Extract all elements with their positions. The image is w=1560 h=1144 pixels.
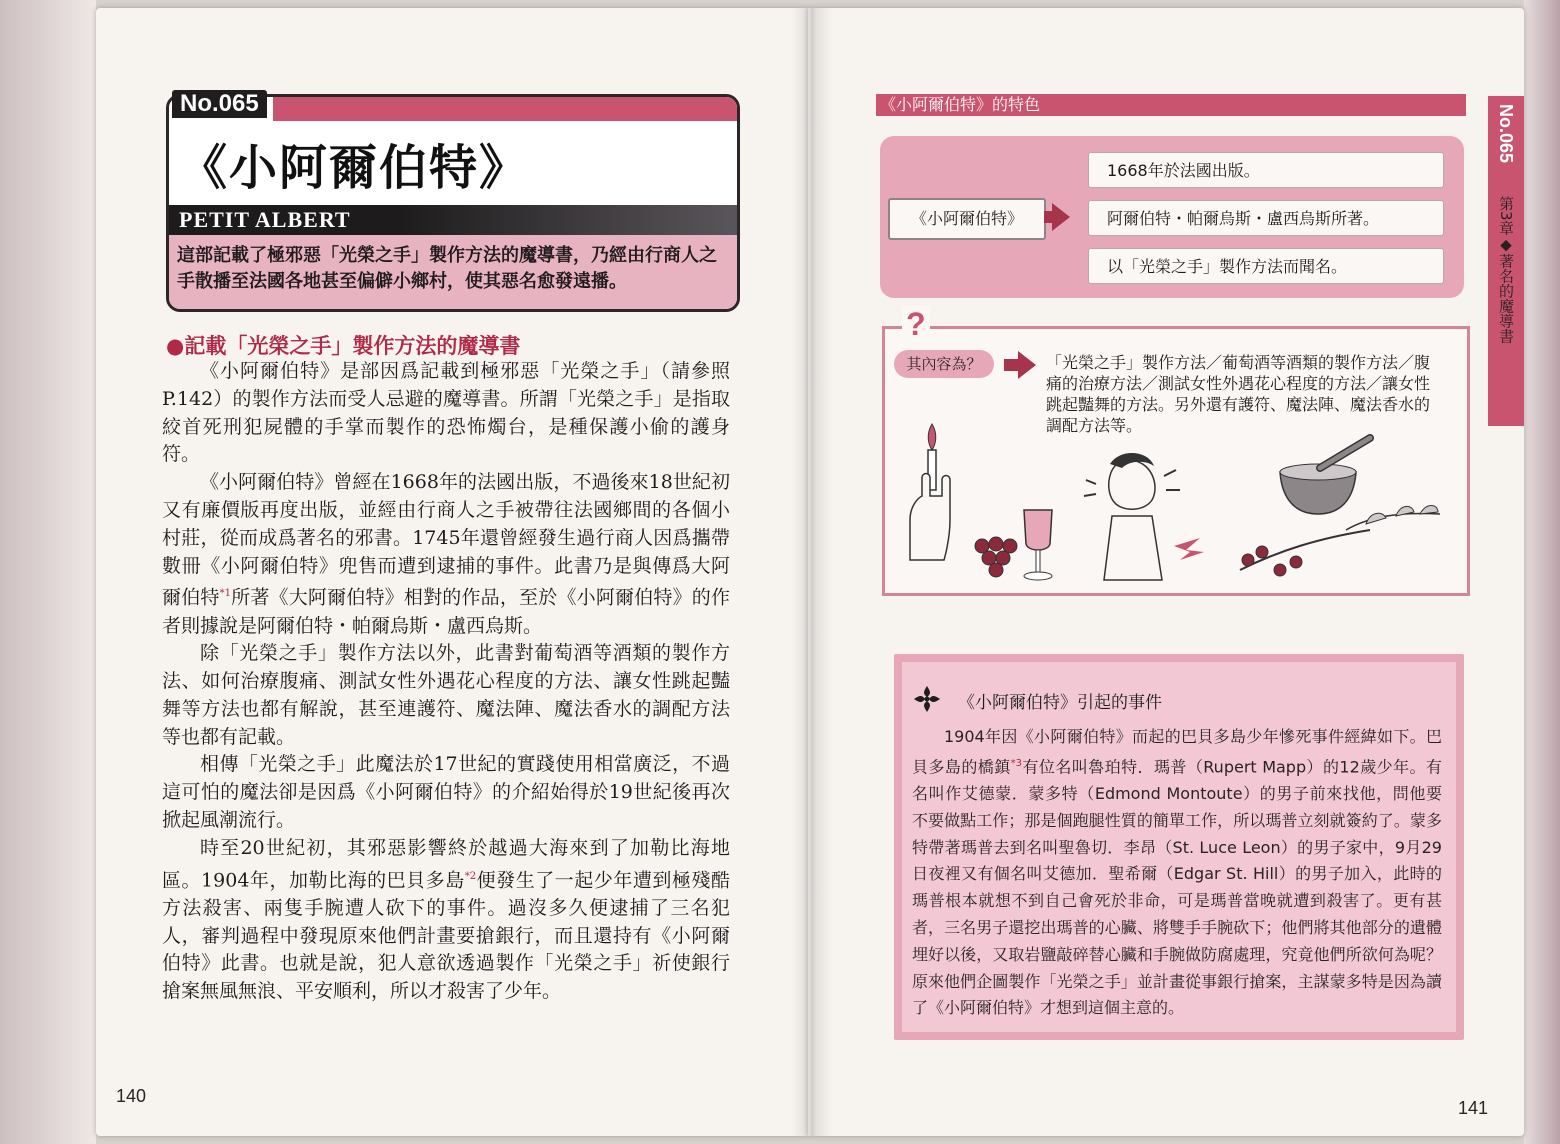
footnote-marker: *3	[1010, 757, 1023, 769]
paragraph: 除「光榮之手」製作方法以外，此書對葡萄酒等酒類的製作方法、如何治療腹痛、測試女性外遇花心程度的方法、讓女性跳起豔舞等方法也都有解說，甚至連護符、魔法陣、魔法香水的調配方法等也都有記載。	[162, 642, 730, 748]
flower-ornament-icon	[912, 684, 942, 714]
side-tab	[1488, 96, 1524, 426]
body-text	[162, 358, 730, 1006]
paragraph: 《小阿爾伯特》是部因爲記載到極邪惡「光榮之手」（請參照P.142）的製作方法而受人忌避的魔導書。所謂「光榮之手」是指取絞首死刑犯屍體的手掌而製作的恐怖燭台，是種保護小偷的護身符。	[162, 360, 730, 466]
question-mark-icon: ?	[902, 306, 930, 343]
page-title: 《小阿爾伯特》	[179, 140, 530, 196]
side-tab-number: No.065	[1496, 104, 1516, 164]
title-stripe	[273, 97, 737, 121]
hand-of-glory-icon	[910, 424, 950, 560]
arrow-right-icon	[1052, 203, 1070, 231]
paragraph: 時至20世紀初，其邪惡影響終於越過大海來到了加勒比海地區。1904年，加勒比海的巴貝多島$^{*2}$便發生了一起少年遭到極殘酷方法殺害、兩隻手腕遭人砍下的事件。過沒多久便逮捕了三名犯人，審判過程中發現原來他們計畫要搶銀行，而且還持有《小阿爾伯特》此書。也就是說，犯人意欲透過製作「光榮之手」祈使銀行搶案無風無浪、平安順利，所以才殺害了少年。	[162, 836, 730, 1003]
wine-glass-icon	[1024, 510, 1052, 580]
summary-text: 這部記載了極邪惡「光榮之手」製作方法的魔導書，乃經由行商人之手散播至法國各地甚至偏僻小鄉村，使其惡名愈發遠播。	[177, 245, 717, 292]
section-heading: ●記載「光榮之手」製作方法的魔導書	[166, 334, 521, 358]
book-gutter	[792, 8, 832, 1136]
subtitle-band	[169, 205, 737, 235]
footnote-marker: *1	[219, 588, 231, 600]
mortar-and-pestle-icon	[1280, 438, 1370, 514]
question-label: 其內容為？	[894, 350, 994, 378]
arrow-right-icon	[1018, 351, 1036, 379]
page-subtitle: PETIT ALBERT	[179, 207, 351, 232]
summary-band	[169, 235, 737, 309]
side-tab-chapter: 第3章◆著名的魔導書	[1497, 196, 1515, 344]
feature-item: 阿爾伯特・帕爾烏斯・盧西烏斯所著。	[1088, 200, 1444, 236]
title-box	[166, 94, 740, 312]
book-edge-left	[0, 0, 96, 1144]
illustrations	[900, 420, 1450, 590]
herbs-icon	[1240, 506, 1440, 577]
man-with-stomachache-icon	[1084, 453, 1204, 580]
paragraph: 《小阿爾伯特》曾經在1668年的法國出版，不過後來18世紀初又有廉價版再度出版，並經由行商人之手被帶往法國鄉間的各個小村莊，從而成爲著名的邪書。1745年還曾經發生過行商人因爲攜帶數冊《小阿爾伯特》兜售而遭到逮捕的事件。此書乃是與傳爲大阿爾伯特$^{*1}$所著《大阿爾伯特》相對的作品，至於《小阿爾伯特》的作者則據說是阿爾伯特・帕爾烏斯・盧西烏斯。	[162, 471, 730, 637]
feature-item: 1668年於法國出版。	[1088, 152, 1444, 188]
feature-heading-bar: 《小阿爾伯特》的特色	[876, 94, 1466, 116]
story-text: 1904年因《小阿爾伯特》而起的巴貝多島少年慘死事件經緯如下。巴貝多島的橋鎮$^{*3}$有位名叫魯珀特．瑪普（Rupert Mapp）的12歲少年。有名叫作艾德蒙．蒙多特（Edmond Montoute）的男子前來找他，問他要不要做點工作；那是個跑腿性質的簡單工作，所以瑪普立刻就簽約了。蒙多特帶著瑪普去到名叫聖魯切．李昂（St. Luce Leon）的男子家中，9月29日夜裡又有個名叫艾德加．聖希爾（Edgar St. Hill）的男子加入，此時的瑪普根本就想不到自己會死於非命，可是瑪普當晚就遭到殺害了。更有甚者，三名男子還挖出瑪普的心臟、將雙手手腕砍下；他們將其他部分的遺體埋好以後，又取岩鹽敲碎替心臟和手腕做防腐處理，究竟他們所欲何為呢？原來他們企圖製作「光榮之手」並計畫從事銀行搶案，主謀蒙多特是因為讀了《小阿爾伯特》才想到這個主意的。	[912, 727, 1442, 1018]
page-number-left: 140	[116, 1086, 147, 1106]
book-tag: 《小阿爾伯特》	[888, 198, 1046, 240]
contents-text: 「光榮之手」製作方法／葡萄酒等酒類的製作方法／腹痛的治療方法／測試女性外遇花心程度的方法／讓女性跳起豔舞的方法。另外還有護符、魔法陣、魔法香水的調配方法等。	[1046, 353, 1431, 435]
book-edge-right	[1524, 0, 1560, 1144]
entry-number-tab: No.065	[172, 90, 267, 118]
story-title: 《小阿爾伯特》引起的事件	[958, 693, 1162, 713]
footnote-marker: *2	[464, 870, 477, 882]
page-number-right: 141	[1458, 1098, 1489, 1118]
feature-item: 以「光榮之手」製作方法而聞名。	[1088, 248, 1444, 284]
paragraph: 相傳「光榮之手」此魔法於17世紀的實踐使用相當廣泛，不過這可怕的魔法卻是因爲《小阿爾伯特》的介紹始得於19世紀後再次掀起風潮流行。	[162, 753, 730, 832]
grapes-icon	[975, 537, 1017, 577]
